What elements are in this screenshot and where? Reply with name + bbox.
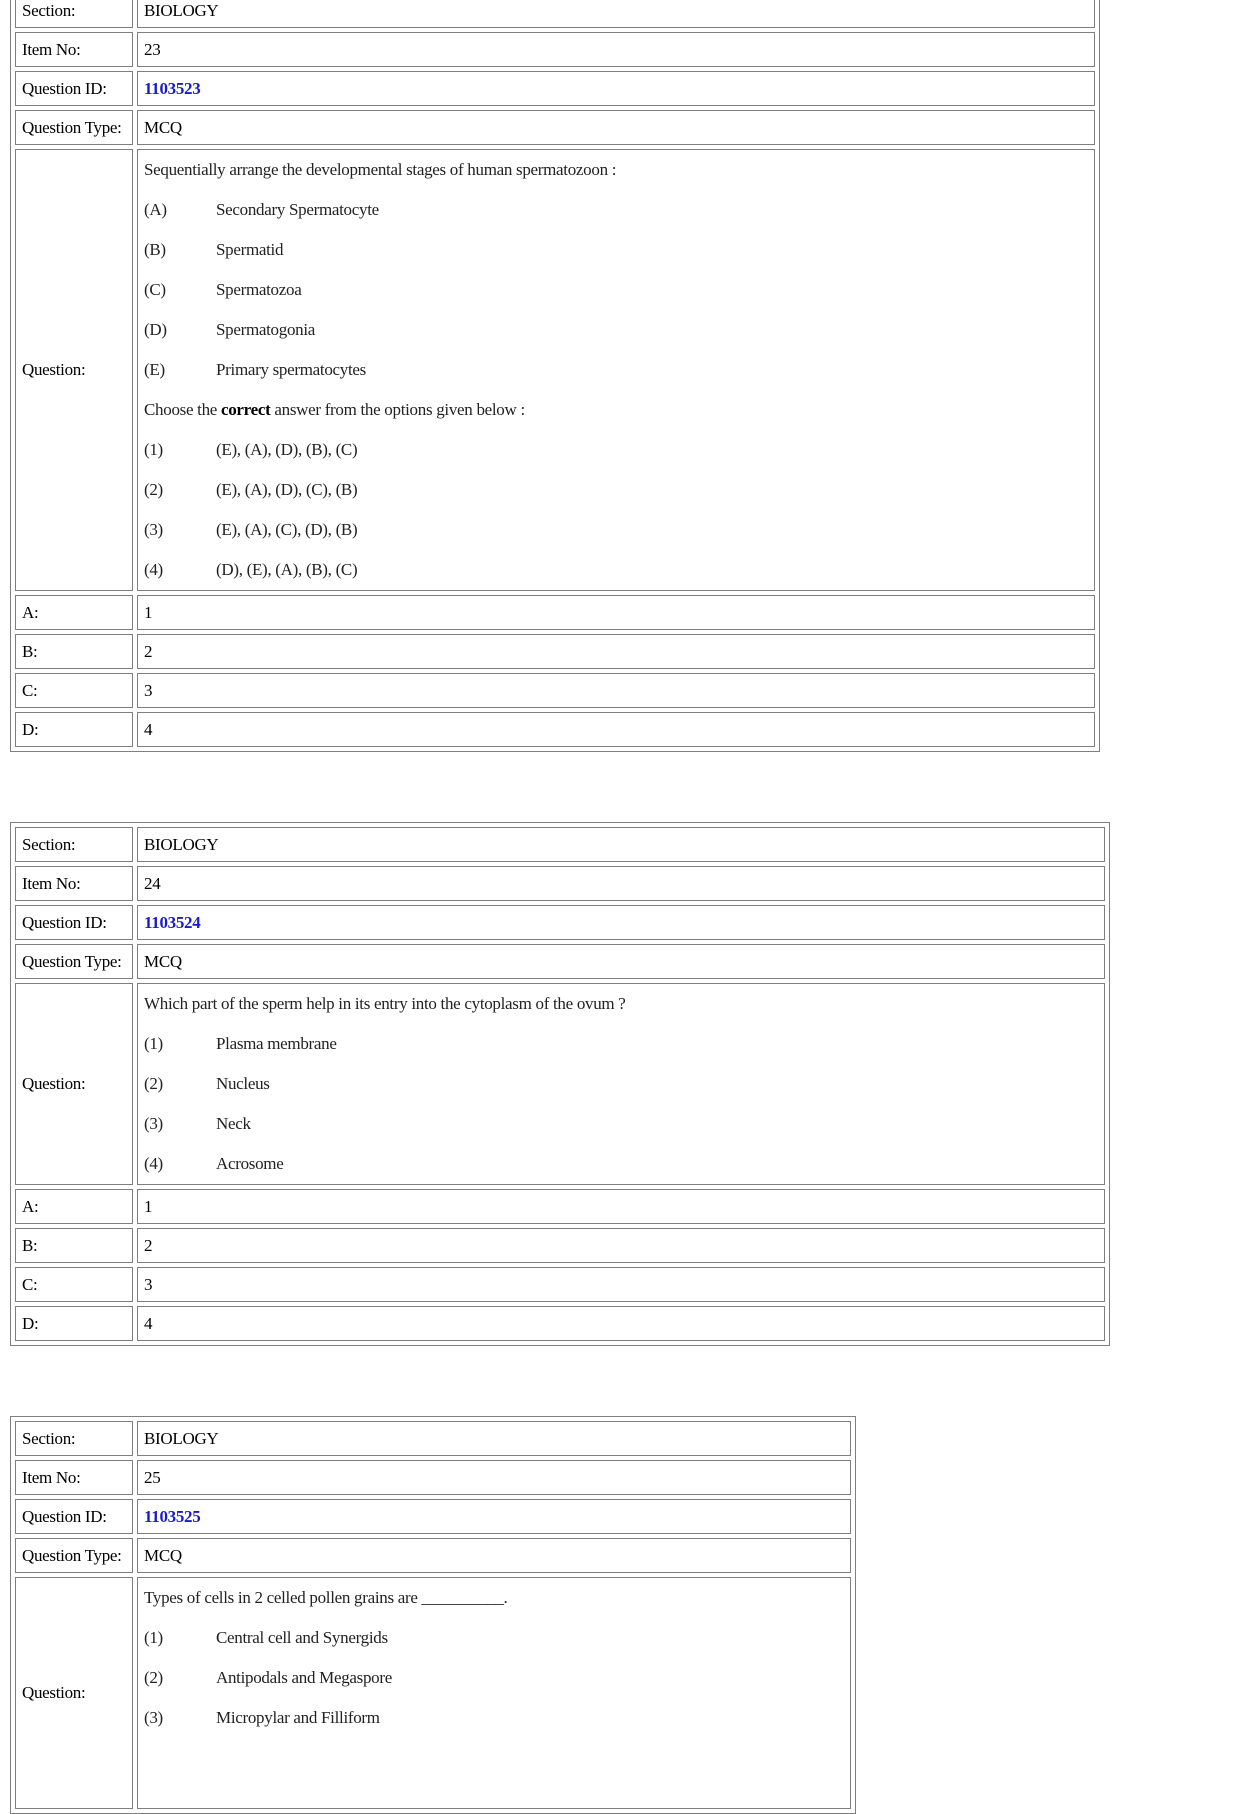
answer-option: (3) Micropylar and Filliform — [144, 1708, 380, 1727]
option-d-label: D: — [15, 1306, 133, 1341]
question-id-value: 1103523 — [137, 71, 1095, 106]
question-table-24 — [10, 822, 1110, 1346]
item-no-label: Item No: — [15, 32, 133, 67]
question-body — [137, 149, 1095, 591]
question-stem: Sequentially arrange the developmental stages of human spermatozoon : — [144, 160, 617, 179]
question-stem: Types of cells in 2 celled pollen grains are __________. — [144, 1588, 508, 1607]
option-d-value: 4 — [137, 712, 1095, 747]
question-type-label: Question Type: — [15, 110, 133, 145]
option-a-value: 1 — [137, 1189, 1105, 1224]
option-a-value: 1 — [137, 595, 1095, 630]
item-no-value: 25 — [137, 1460, 851, 1495]
option-c-label: C: — [15, 673, 133, 708]
option-b-value: 2 — [137, 634, 1095, 669]
answer-option: (1) (E), (A), (D), (B), (C) — [144, 440, 358, 459]
item-no-value: 23 — [137, 32, 1095, 67]
statement-item: (E) Primary spermatocytes — [144, 360, 366, 379]
answer-option: (4) Acrosome — [144, 1154, 284, 1173]
question-id-label: Question ID: — [15, 905, 133, 940]
item-no-label: Item No: — [15, 866, 133, 901]
option-c-label: C: — [15, 1267, 133, 1302]
question-id-value: 1103525 — [137, 1499, 851, 1534]
option-b-label: B: — [15, 634, 133, 669]
answer-option: (1) Plasma membrane — [144, 1034, 337, 1053]
section-value: BIOLOGY — [137, 1421, 851, 1456]
answer-option: (3) Neck — [144, 1114, 251, 1133]
answer-option: (4) (D), (E), (A), (B), (C) — [144, 560, 358, 579]
question-body — [137, 1577, 851, 1809]
question-type-label: Question Type: — [15, 944, 133, 979]
question-id-value: 1103524 — [137, 905, 1105, 940]
answer-option: (2) (E), (A), (D), (C), (B) — [144, 480, 358, 499]
option-a-label: A: — [15, 595, 133, 630]
question-label: Question: — [15, 149, 133, 591]
question-label: Question: — [15, 983, 133, 1185]
answer-option: (2) Antipodals and Megaspore — [144, 1668, 392, 1687]
option-d-value: 4 — [137, 1306, 1105, 1341]
answer-option: (2) Nucleus — [144, 1074, 270, 1093]
option-d-label: D: — [15, 712, 133, 747]
option-c-value: 3 — [137, 673, 1095, 708]
section-label: Section: — [15, 1421, 133, 1456]
option-c-value: 3 — [137, 1267, 1105, 1302]
section-value: BIOLOGY — [137, 0, 1095, 28]
question-body — [137, 983, 1105, 1185]
instruction-text: Choose the correct answer from the options given below : — [144, 400, 525, 419]
section-label: Section: — [15, 0, 133, 28]
item-no-value: 24 — [137, 866, 1105, 901]
question-label: Question: — [15, 1577, 133, 1809]
question-type-value: MCQ — [137, 110, 1095, 145]
statement-item: (D) Spermatogonia — [144, 320, 316, 339]
option-b-label: B: — [15, 1228, 133, 1263]
answer-option: (3) (E), (A), (C), (D), (B) — [144, 520, 358, 539]
section-value: BIOLOGY — [137, 827, 1105, 862]
question-stem: Which part of the sperm help in its entry into the cytoplasm of the ovum ? — [144, 994, 626, 1013]
statement-item: (B) Spermatid — [144, 240, 284, 259]
question-type-value: MCQ — [137, 944, 1105, 979]
question-table-25 — [10, 1416, 856, 1814]
question-type-label: Question Type: — [15, 1538, 133, 1573]
question-id-label: Question ID: — [15, 71, 133, 106]
question-type-value: MCQ — [137, 1538, 851, 1573]
answer-option: (1) Central cell and Synergids — [144, 1628, 388, 1647]
option-b-value: 2 — [137, 1228, 1105, 1263]
option-a-label: A: — [15, 1189, 133, 1224]
statement-item: (C) Spermatozoa — [144, 280, 302, 299]
item-no-label: Item No: — [15, 1460, 133, 1495]
question-table-23 — [10, 0, 1100, 752]
statement-item: (A) Secondary Spermatocyte — [144, 200, 379, 219]
question-id-label: Question ID: — [15, 1499, 133, 1534]
section-label: Section: — [15, 827, 133, 862]
